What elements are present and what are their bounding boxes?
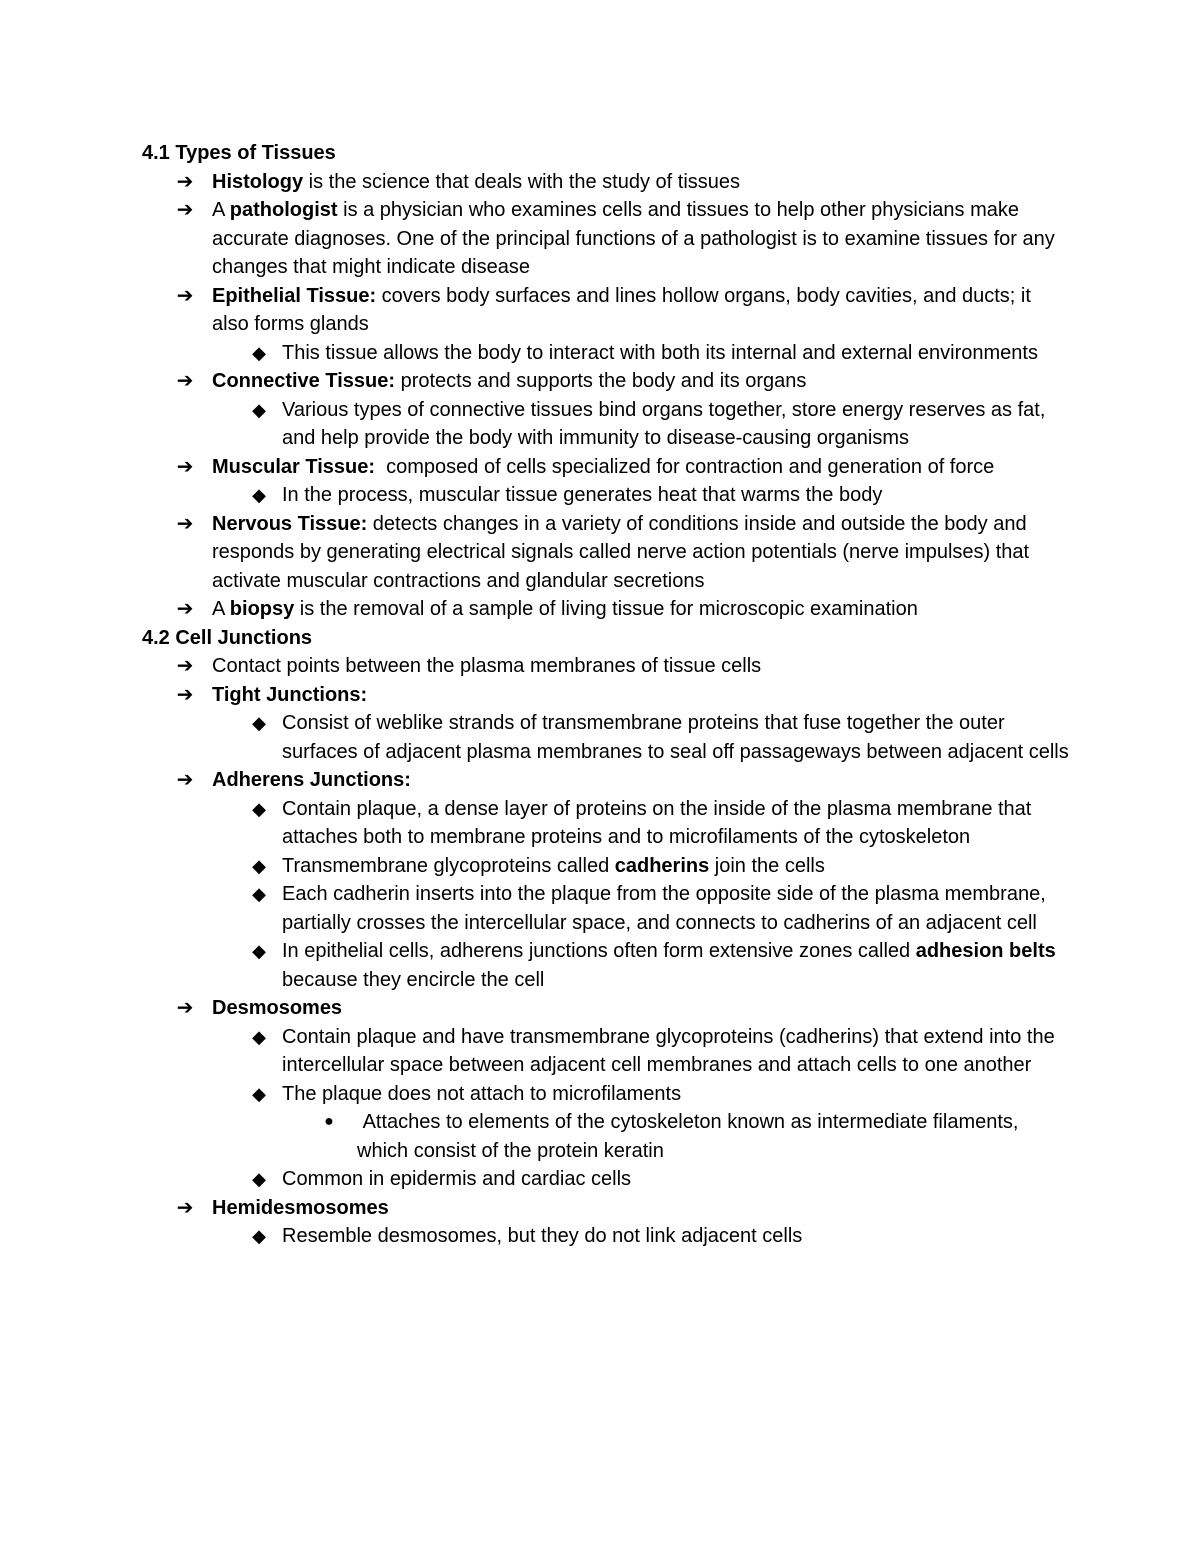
term-connective-tissue: Connective Tissue: bbox=[212, 370, 396, 392]
term-epithelial-tissue: Epithelial Tissue: bbox=[212, 284, 377, 307]
list-item-hemidesmosomes bbox=[142, 1194, 1072, 1223]
list-item-nervous-tissue: ➔ Nervous Tissue: detects changes in a variety of conditions inside and outside the body and responds by generating electrical signals called nerve action potentials (nerve impulses) that activate muscular contractions and glandular secretions bbox=[142, 510, 1072, 596]
term-adhesion-belts: adhesion belts bbox=[915, 940, 1056, 962]
arrow-bullet-icon: ➔ bbox=[176, 370, 194, 392]
diamond-bullet-icon: ◆ bbox=[252, 855, 266, 876]
arrow-bullet-icon: ➔ bbox=[176, 455, 194, 478]
arrow-bullet-icon: ➔ bbox=[176, 199, 194, 221]
list-item-pathologist: ➔ A pathologist is a physician who examines cells and tissues to help other physicians make accurate diagnoses. One of the principal functions of a pathologist is to examine tissues for any changes that might indicate disease bbox=[142, 196, 1072, 282]
section-heading-4-2: 4.2 Cell Junctions bbox=[142, 626, 313, 649]
sub-item-epithelial-1: ◆ This tissue allows the body to interact with both its internal and external environments bbox=[142, 339, 1072, 368]
list-item-tight-junctions bbox=[142, 681, 1072, 710]
term-histology: Histology bbox=[212, 170, 304, 193]
arrow-bullet-icon: ➔ bbox=[176, 512, 194, 535]
arrow-bullet-icon: ➔ bbox=[176, 284, 194, 307]
list-item-adherens-junctions bbox=[142, 766, 1072, 795]
term-nervous-tissue: Nervous Tissue: bbox=[212, 512, 368, 535]
dot-bullet-icon: ● bbox=[324, 1113, 334, 1130]
list-item-muscular-tissue: ➔ Muscular Tissue: composed of cells specialized for contraction and generation of force bbox=[142, 453, 1072, 482]
term-desmosomes: Desmosomes bbox=[212, 997, 343, 1019]
sub-item-adherens-1: ◆ Contain plaque, a dense layer of proteins on the inside of the plasma membrane that attaches both to membrane proteins and to microfilaments of the cytoskeleton bbox=[142, 795, 1072, 852]
diamond-bullet-icon: ◆ bbox=[252, 941, 266, 961]
sub-sub-item-desmosomes-2a: ● Attaches to elements of the cytoskeleton known as intermediate filaments, which consist of the protein keratin bbox=[142, 1108, 1072, 1165]
diamond-bullet-icon: ◆ bbox=[252, 1083, 266, 1104]
term-adherens-junctions: Adherens Junctions: bbox=[212, 769, 411, 791]
diamond-bullet-icon: ◆ bbox=[252, 798, 266, 819]
diamond-bullet-icon: ◆ bbox=[252, 342, 266, 363]
sub-item-adherens-2: ◆ Transmembrane glycoproteins called cadherins join the cells bbox=[142, 852, 1072, 881]
sub-item-desmosomes-1: ◆ Contain plaque and have transmembrane glycoproteins (cadherins) that extend into the intercellular space between adjacent cell membranes and attach cells to one another bbox=[142, 1023, 1072, 1080]
sub-item-connective-1: ◆ Various types of connective tissues bind organs together, store energy reserves as fat, and help provide the body with immunity to disease-causing organisms bbox=[142, 396, 1072, 453]
term-muscular-tissue: Muscular Tissue: bbox=[212, 455, 376, 478]
arrow-bullet-icon: ➔ bbox=[176, 655, 194, 677]
term-pathologist: pathologist bbox=[229, 199, 338, 221]
list-item-biopsy: ➔ A biopsy is the removal of a sample of living tissue for microscopic examination bbox=[142, 595, 1072, 624]
diamond-bullet-icon: ◆ bbox=[252, 399, 266, 420]
sub-item-tight-1: ◆ Consist of weblike strands of transmembrane proteins that fuse together the outer surfaces of adjacent plasma membranes to seal off passageways between adjacent cells bbox=[142, 709, 1072, 766]
list-item-epithelial-tissue: ➔ Epithelial Tissue: covers body surfaces and lines hollow organs, body cavities, and ducts; it also forms glands bbox=[142, 282, 1072, 339]
sub-item-hemidesmosomes-1: ◆ Resemble desmosomes, but they do not link adjacent cells bbox=[142, 1222, 1072, 1251]
term-tight-junctions: Tight Junctions: bbox=[212, 683, 368, 706]
term-hemidesmosomes: Hemidesmosomes bbox=[212, 1196, 389, 1219]
document-page bbox=[142, 139, 1072, 1251]
diamond-bullet-icon: ◆ bbox=[252, 1026, 266, 1047]
arrow-bullet-icon: ➔ bbox=[176, 170, 194, 193]
arrow-bullet-icon: ➔ bbox=[176, 1196, 194, 1219]
sub-item-desmosomes-2: ◆ The plaque does not attach to microfilaments bbox=[142, 1080, 1072, 1109]
diamond-bullet-icon: ◆ bbox=[252, 884, 266, 904]
list-item-histology: ➔ Histology is the science that deals with the study of tissues bbox=[142, 168, 1072, 197]
diamond-bullet-icon: ◆ bbox=[252, 485, 266, 505]
list-item-contact-points: ➔ Contact points between the plasma membranes of tissue cells bbox=[142, 652, 1072, 681]
diamond-bullet-icon: ◆ bbox=[252, 1169, 266, 1189]
sub-item-adherens-4: ◆ In epithelial cells, adherens junctions often form extensive zones called adhesion belts because they encircle the cell bbox=[142, 937, 1072, 994]
term-biopsy: biopsy bbox=[229, 598, 295, 620]
section-heading-4-1: 4.1 Types of Tissues bbox=[142, 142, 336, 164]
arrow-bullet-icon: ➔ bbox=[176, 997, 194, 1019]
sub-item-desmosomes-3: ◆ Common in epidermis and cardiac cells bbox=[142, 1165, 1072, 1194]
list-item-connective-tissue: ➔ Connective Tissue: protects and supports the body and its organs bbox=[142, 367, 1072, 396]
arrow-bullet-icon: ➔ bbox=[176, 683, 194, 706]
diamond-bullet-icon: ◆ bbox=[252, 1226, 266, 1246]
diamond-bullet-icon: ◆ bbox=[252, 713, 266, 733]
arrow-bullet-icon: ➔ bbox=[176, 598, 194, 620]
term-cadherins: cadherins bbox=[614, 854, 710, 877]
sub-item-adherens-3: ◆ Each cadherin inserts into the plaque from the opposite side of the plasma membrane, partially crosses the intercellular space, and connects to cadherins of an adjacent cell bbox=[142, 880, 1072, 937]
list-item-desmosomes bbox=[142, 994, 1072, 1023]
sub-item-muscular-1: ◆ In the process, muscular tissue generates heat that warms the body bbox=[142, 481, 1072, 510]
arrow-bullet-icon: ➔ bbox=[176, 769, 194, 791]
